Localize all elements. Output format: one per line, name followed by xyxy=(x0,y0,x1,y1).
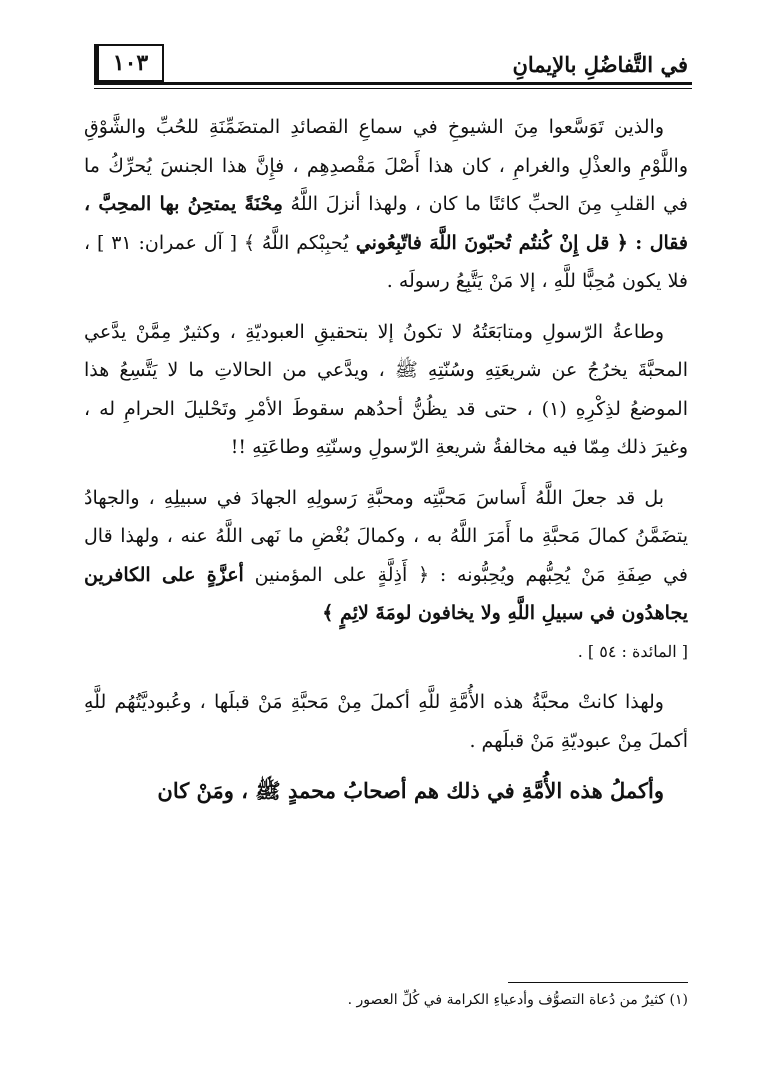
text-line: الجنسَ يُحرِّكُ ما في القلبِ مِنَ الحبِّ كائنًا ما كان ، ولهذا أنزلَ اللَّهُ xyxy=(84,154,689,215)
text-line: والشَّوْقِ واللَّوْمِ والعذْلِ والغرامِ ، كان هذا أَصْلَ مَقْصدِهِم ، فإِنَّ هذا xyxy=(84,116,689,177)
page-number: ١٠٣ xyxy=(112,50,149,76)
paragraph-4 xyxy=(84,683,688,760)
paragraph-1 xyxy=(84,108,688,301)
page-number-box xyxy=(94,44,164,82)
text-line: وأكملُ هذه الأُمَّةِ في ذلك هم أصحابُ محمدٍ ﷺ ، ومَنْ كان xyxy=(157,778,664,803)
text-line: رسولَه . xyxy=(386,270,450,292)
text-line: يُحبِبْكم اللَّهُ ﴾ [ آل عمران: ٣١ ] ، فلا يكون مُحِبًّا للَّهِ ، إلا مَنْ يَتَّبِعُ xyxy=(84,231,688,292)
text-line: وطاعَتِهِ !! xyxy=(230,436,310,458)
text-line: أعزَّةٍ على الكافرين يجاهدُون في سبيلِ اللَّهِ ولا يخافون لومَةَ لائِمٍ ﴾ xyxy=(84,563,688,624)
running-title: في التَّفاضُلِ بالإيمانِ xyxy=(512,52,688,77)
text-line: وعُبوديَّتُهُم للَّهِ أكملَ مِنْ عبوديّةِ مَنْ قبلَهم . xyxy=(84,691,688,752)
paragraph-5 xyxy=(84,772,688,811)
header-rule xyxy=(94,82,692,85)
text-line: يَتَّسِعُ هذا الموضعُ لذِكْرِهِ (١) ، حتى قد يظُنُّ أحدُهم سقوطَ الأمْرِ xyxy=(84,359,688,420)
paragraph-2 xyxy=(84,313,688,467)
text-line: عنه ، ولهذا قال في صِفَةِ مَنْ يُحِبُّهم ويُحِبُّونه : ﴿ أَذِلَّةٍ على المؤمنين xyxy=(84,525,688,586)
footnote: (١) كثيرٌ من دُعاة التصوُّف وأدعياءِ الكرامة في كُلِّ العصور . xyxy=(347,992,688,1008)
text-line: يدَّعي المحبَّةَ يخرُجُ عن شريعَتِهِ وسُنّتِهِ ﷺ ، ويدَّعي من الحالاتِ ما لا xyxy=(84,320,688,381)
text-line: والذين تَوَسَّعوا مِنَ الشيوخِ في سماعِ القصائدِ المتضَمِّنَةِ للحُبِّ xyxy=(145,116,664,138)
text-line: وطاعةُ الرّسولِ ومتابَعَتُهُ لا تكونُ إلا بتحقيقِ العبوديّةِ ، وكثيرٌ مِمَّنْ xyxy=(126,320,664,343)
body-text xyxy=(84,108,688,811)
text-line: وتَحْليلَ الحرامِ له ، وغيرَ ذلك مِمّا فيه مخالفةُ شريعةِ الرّسولِ وسنّتِهِ xyxy=(84,397,688,458)
text-line: مِحْنَةً يمتحِنُ بها المحِبَّ ، فقال : ﴿ قل إِنْ كُنتُم تُحبّونَ اللَّهَ فاتّبِعُوني xyxy=(84,193,688,254)
footnote-rule xyxy=(508,982,688,983)
paragraph-3 xyxy=(84,479,688,672)
text-line: بل قد جعلَ اللَّهُ أَساسَ مَحبَّتِه ومحبَّةِ رَسولِهِ الجهادَ في سبيلِهِ ، xyxy=(139,486,664,509)
text-line: ولهذا كانتْ محبَّةُ هذه الأُمَّةِ للَّهِ أكملَ مِنْ مَحبَّةِ مَنْ قبلَها ، xyxy=(191,691,664,713)
quran-reference: [ المائدة : ٥٤ ] . xyxy=(577,641,688,661)
header-rule-thin xyxy=(94,88,692,89)
text-line: والجهادُ يتضَمَّنُ كمالَ مَحبَّةِ ما أَمَرَ اللَّهُ به ، وكمالَ بُغْضِ ما نَهى اللَّهُ xyxy=(84,486,688,547)
